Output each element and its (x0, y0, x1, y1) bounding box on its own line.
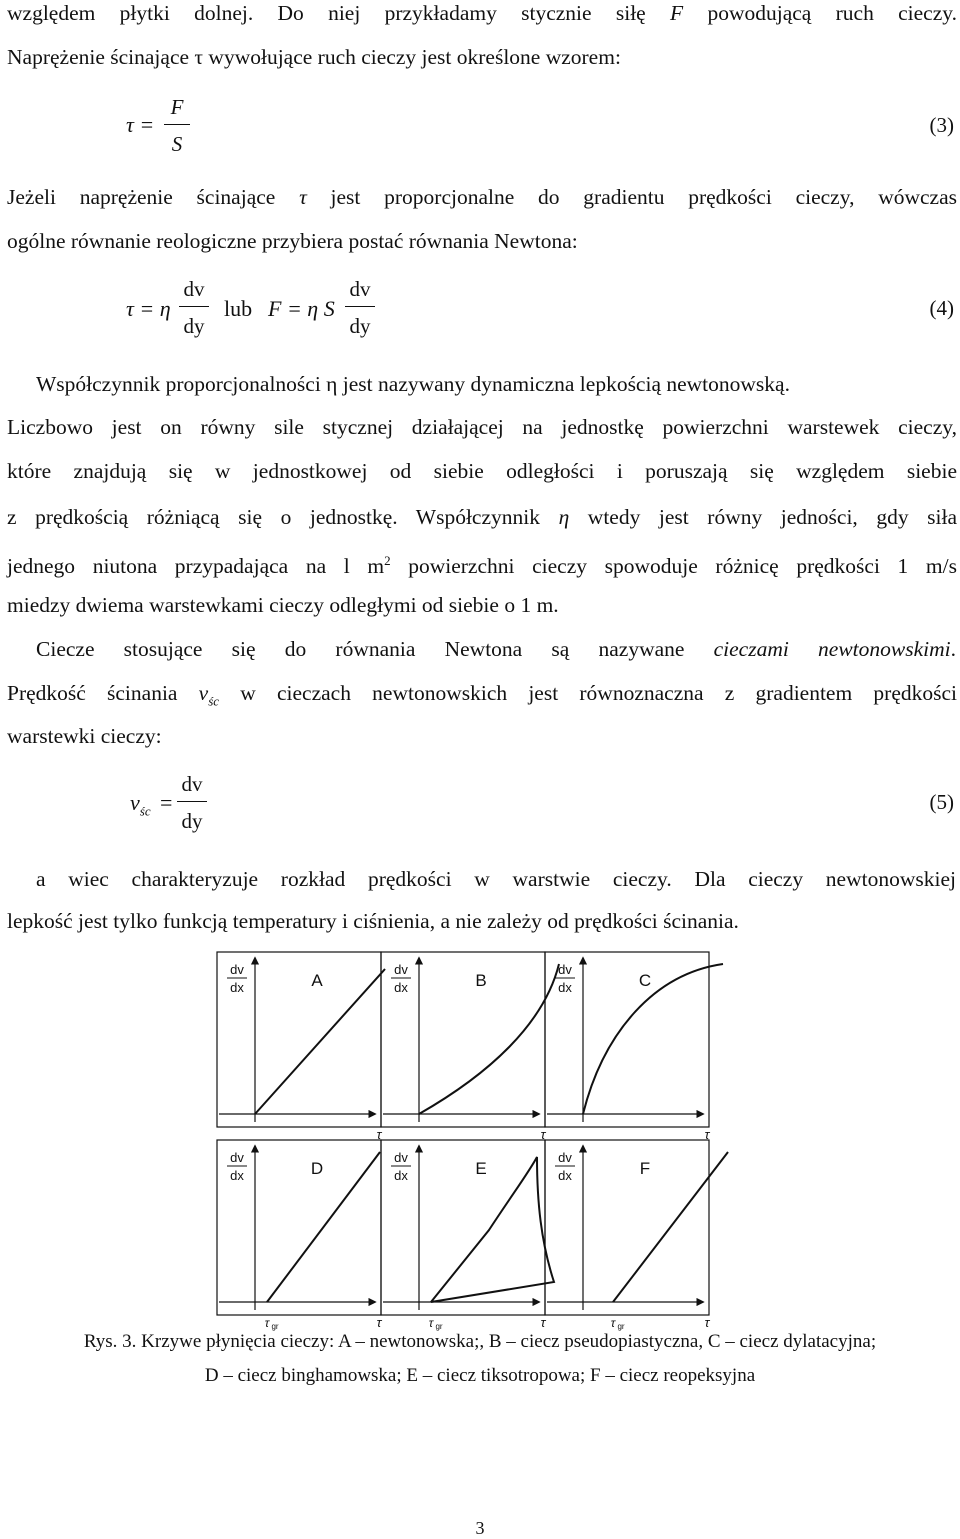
figure-caption-line1: Rys. 3. Krzywe płynięcia cieczy: A – newtonowska;, B – ciecz pseudopiastyczna, C – ciecz dylatacyjna; (83, 1331, 877, 1352)
y-axis-label-den: dx (230, 980, 244, 995)
x-axis-label: τ (540, 1315, 546, 1330)
tau-gr-label: τ (264, 1316, 270, 1330)
x-axis-label: τ (704, 1127, 710, 1142)
x-axis-label: τ (376, 1315, 382, 1330)
flow-curve (419, 964, 559, 1114)
y-axis-label-den: dx (394, 980, 408, 995)
text-line: Prędkość ścinania $v_{śc}$ w cieczach newtonowskich jest równoznaczna z gradientem prędkości (7, 681, 957, 709)
y-axis-label-num: dv (558, 962, 572, 977)
flow-curve-panel-b (381, 952, 559, 1142)
fraction-bar (179, 306, 209, 307)
y-axis-label-num: dv (394, 962, 408, 977)
text-line: jednego niutona przypadająca na l $m^2$ powierzchni cieczy spowoduje różnicę prędkości 1 m/s (7, 553, 957, 579)
text-line: ogólne równanie reologiczne przybiera postać równania Newtona: (7, 229, 578, 253)
text-line: Liczbowo jest on równy sile stycznej działającej na jednostkę powierzchni warstewek cieczy, (7, 415, 957, 439)
fraction-bar (164, 124, 190, 125)
y-axis-label-den: dx (230, 1168, 244, 1183)
text-line: Jeżeli naprężenie ścinające τ jest proporcjonalne do gradientu prędkości cieczy, wówczas (7, 185, 957, 209)
y-axis-label-num: dv (230, 962, 244, 977)
flow-curve-panel-e (381, 1140, 554, 1331)
y-axis-label-den: dx (558, 1168, 572, 1183)
text-line: które znajdują się w jednostkowej od siebie odległości i poruszają się względem siebie (7, 459, 957, 483)
flow-curve-panel-a (217, 952, 385, 1142)
flow-curve (613, 1152, 728, 1302)
equation-number: (3) (929, 113, 954, 137)
tau-gr-subscript: gr (271, 1322, 279, 1331)
flow-curves-figure (0, 940, 960, 1331)
flow-curve (583, 964, 723, 1114)
y-axis-label-den: dx (394, 1168, 408, 1183)
text-line: a wiec charakteryzuje rozkład prędkości w warstwie cieczy. Dla cieczy newtonowskiej (36, 867, 956, 891)
panel-letter: C (638, 971, 652, 990)
text-line: Ciecze stosujące się do równania Newtona są nazywane cieczami newtonowskimi. (36, 637, 956, 661)
tau-gr-label: τ (428, 1316, 434, 1330)
y-axis-label-num: dv (394, 1150, 408, 1165)
flow-curve-panel-d (217, 1140, 383, 1331)
fraction-bar (177, 801, 207, 802)
text-line: względem płytki dolnej. Do niej przykładamy stycznie siłę F powodującą ruch cieczy. (7, 1, 957, 25)
y-axis-label-num: dv (558, 1150, 572, 1165)
flow-curve-panel-c (545, 952, 723, 1142)
text-line: warstewki cieczy: (7, 724, 162, 748)
fraction-bar (345, 306, 375, 307)
page-number: 3 (475, 1518, 485, 1538)
x-axis-label: τ (540, 1127, 546, 1142)
text-line: z prędkością różniącą się o jednostkę. Współczynnik η wtedy jest równy jedności, gdy siła (7, 505, 958, 529)
tau-gr-label: τ (610, 1316, 616, 1330)
flow-curve (255, 969, 385, 1114)
equation-number: (5) (929, 790, 954, 814)
equation-number: (4) (929, 296, 954, 320)
text-line: Naprężenie ścinające τ wywołujące ruch cieczy jest określone wzorem: (7, 45, 621, 69)
flow-curve-panel-f (545, 1140, 728, 1331)
figure-caption-line2: D – ciecz binghamowska; E – ciecz tiksotropowa; F – ciecz reopeksyjna (204, 1365, 756, 1386)
tau-gr-subscript: gr (435, 1322, 443, 1331)
panel-letter: A (311, 971, 323, 990)
panel-letter: D (310, 1159, 324, 1178)
y-axis-label-num: dv (230, 1150, 244, 1165)
y-axis-label-den: dx (558, 980, 572, 995)
x-axis-label: τ (704, 1315, 710, 1330)
text-line: miedzy dwiema warstewkami cieczy odległymi od siebie o 1 m. (7, 593, 559, 617)
text-line: lepkość jest tylko funkcją temperatury i ciśnienia, a nie zależy od prędkości ścinania. (7, 909, 739, 933)
tau-gr-subscript: gr (617, 1322, 625, 1331)
x-axis-label: τ (376, 1127, 382, 1142)
panel-letter: F (639, 1159, 651, 1178)
text-line: Współczynnik proporcjonalności η jest nazywany dynamiczna lepkością newtonowską. (36, 372, 790, 396)
panel-letter: E (475, 1159, 487, 1178)
flow-curve (431, 1157, 554, 1302)
panel-letter: B (475, 971, 487, 990)
flow-curve (267, 1152, 380, 1302)
